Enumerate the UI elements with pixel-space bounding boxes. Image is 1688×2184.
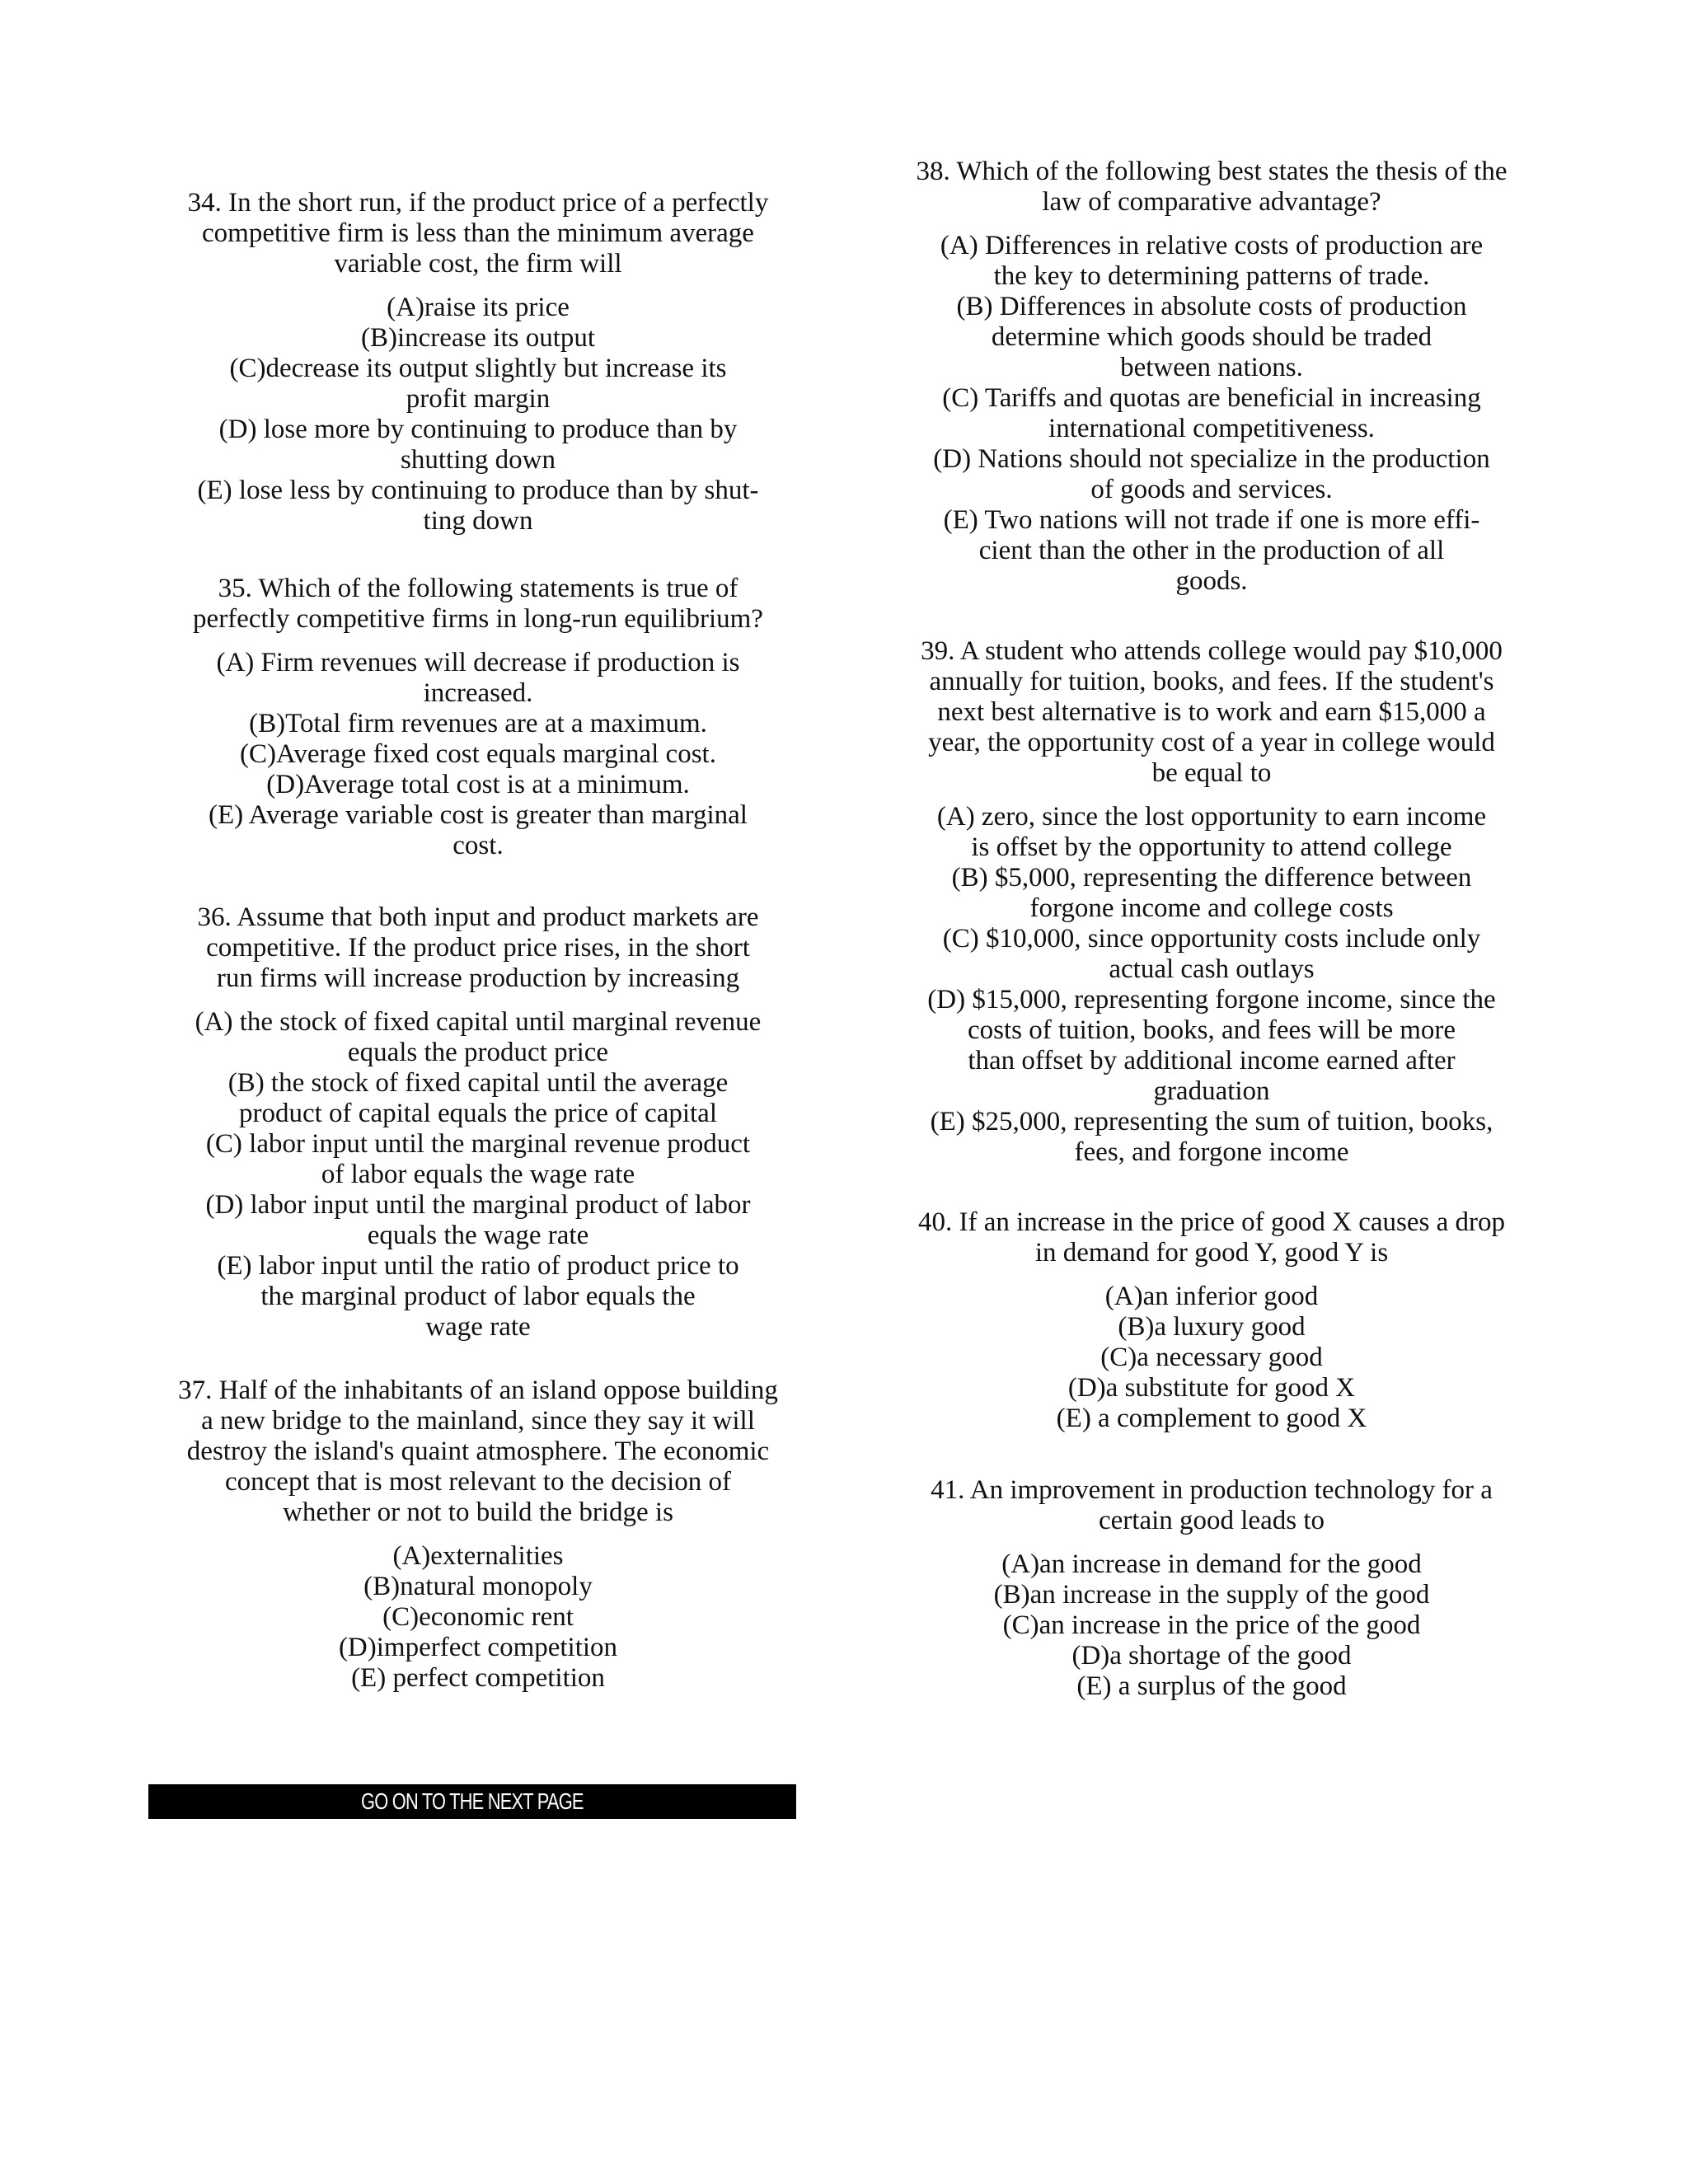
stem-line: 37. Half of the inhabitants of an island oppose building [178, 1376, 778, 1405]
stem-line: in demand for good Y, good Y is [1034, 1238, 1389, 1268]
choice-line: increased. [423, 678, 533, 708]
question-41-choices [882, 1549, 1541, 1702]
choice-line: (E) Average variable cost is greater than marginal [209, 800, 748, 830]
choice-line: (B) Differences in absolute costs of production [956, 292, 1467, 321]
choice-line: equals the product price [347, 1038, 609, 1067]
question-38 [882, 157, 1541, 597]
choice-line: (B)Total firm revenues are at a maximum. [249, 709, 707, 738]
choice-line: graduation [1153, 1076, 1270, 1106]
question-40-choices [882, 1282, 1541, 1434]
choice-line: (B)increase its output [360, 323, 596, 353]
question-34-stem [148, 188, 808, 279]
choice-line: ting down [423, 506, 533, 536]
stem-line: 39. A student who attends college would pay $10,000 [921, 636, 1503, 666]
choice-line: (E) lose less by continuing to produce than by shut- [197, 476, 759, 505]
choice-line: cost. [452, 831, 504, 860]
choice-line: (A) Firm revenues will decrease if production is [216, 648, 740, 677]
question-37-stem [148, 1376, 808, 1528]
choice-line: is offset by the opportunity to attend college [971, 832, 1452, 862]
choice-line: (C)a necessary good [1100, 1343, 1323, 1372]
choice-line: shutting down [401, 445, 556, 475]
choice-line: (A)externalities [392, 1541, 564, 1571]
choice-line: cient than the other in the production of all [978, 536, 1445, 565]
choice-line: (E) labor input until the ratio of product price to [217, 1251, 739, 1281]
choice-line: (B) $5,000, representing the difference between [951, 863, 1472, 893]
choice-line: (D)Average total cost is at a minimum. [266, 770, 690, 799]
choice-line: product of capital equals the price of capital [239, 1099, 717, 1128]
choice-line: (D) Nations should not specialize in the production [933, 444, 1490, 474]
question-37-choices [148, 1541, 808, 1694]
stem-line: 36. Assume that both input and product markets are [197, 902, 759, 932]
choice-line: (E) a complement to good X [1056, 1404, 1367, 1433]
choice-line: (A)an inferior good [1104, 1282, 1319, 1311]
stem-line: certain good leads to [1099, 1506, 1325, 1535]
stem-line: run firms will increase production by increasing [216, 963, 740, 993]
stem-line: destroy the island's quaint atmosphere. The economic [186, 1436, 770, 1466]
choice-line: of labor equals the wage rate [321, 1160, 635, 1189]
question-35 [148, 574, 808, 861]
question-36-choices [148, 1007, 808, 1343]
question-36 [148, 902, 808, 1343]
question-39 [882, 636, 1541, 1168]
choice-line: (A) zero, since the lost opportunity to earn income [936, 802, 1487, 832]
stem-line: 38. Which of the following best states the thesis of the [916, 157, 1507, 186]
choice-line: between nations. [1120, 353, 1303, 382]
question-35-stem [148, 574, 808, 635]
choice-line: the marginal product of labor equals the [260, 1282, 696, 1311]
choice-line: (D)a substitute for good X [1067, 1373, 1356, 1403]
choice-line: costs of tuition, books, and fees will be more [967, 1015, 1456, 1045]
choice-line: (A) the stock of fixed capital until marginal revenue [195, 1007, 762, 1037]
choice-line: actual cash outlays [1109, 954, 1315, 984]
stem-line: perfectly competitive firms in long-run equilibrium? [193, 604, 763, 634]
question-41 [882, 1475, 1541, 1702]
choice-line: (A)an increase in demand for the good [1001, 1549, 1422, 1579]
question-39-stem [882, 636, 1541, 789]
choice-line: (C) labor input until the marginal revenue product [205, 1129, 751, 1159]
stem-line: a new bridge to the mainland, since they say it will [201, 1406, 755, 1436]
choice-line: (B)an increase in the supply of the good [993, 1580, 1430, 1610]
stem-line: annually for tuition, books, and fees. If the student's [929, 667, 1494, 696]
stem-line: concept that is most relevant to the decision of [225, 1467, 731, 1497]
stem-line: whether or not to build the bridge is [283, 1497, 673, 1527]
question-36-stem [148, 902, 808, 994]
question-38-choices [882, 231, 1541, 597]
choice-line: (E) $25,000, representing the sum of tuition, books, [930, 1107, 1493, 1137]
stem-line: be equal to [1151, 758, 1272, 788]
choice-line: the key to determining patterns of trade. [993, 261, 1430, 291]
stem-line: next best alternative is to work and earn $15,000 a [937, 697, 1486, 727]
stem-line: law of comparative advantage? [1042, 187, 1381, 217]
choice-line: (C) Tariffs and quotas are beneficial in increasing [942, 383, 1481, 413]
choice-line: (B)natural monopoly [363, 1572, 593, 1601]
stem-line: year, the opportunity cost of a year in college would [928, 728, 1495, 757]
stem-line: 41. An improvement in production technology for a [931, 1475, 1493, 1505]
choice-line: international competitiveness. [1048, 414, 1375, 443]
choice-line: than offset by additional income earned after [968, 1046, 1456, 1076]
footer-bar [148, 1784, 796, 1819]
stem-line: 40. If an increase in the price of good X causes a drop [918, 1207, 1505, 1237]
stem-line: 35. Which of the following statements is true of [218, 574, 738, 603]
question-40 [882, 1207, 1541, 1434]
choice-line: wage rate [425, 1312, 531, 1342]
choice-line: (D) lose more by continuing to produce than by [218, 415, 738, 444]
stem-line: competitive firm is less than the minimum average [202, 218, 754, 248]
question-35-choices [148, 648, 808, 861]
choice-line: (C)decrease its output slightly but increase its [229, 354, 727, 383]
question-34-choices [148, 293, 808, 537]
choice-line: (C) $10,000, since opportunity costs include only [942, 924, 1481, 954]
stem-line: 34. In the short run, if the product price of a perfectly [187, 188, 769, 218]
choice-line: (D) $15,000, representing forgone income, since the [927, 985, 1496, 1015]
choice-line: (C)an increase in the price of the good [1002, 1610, 1421, 1640]
choice-line: (B) the stock of fixed capital until the average [227, 1068, 729, 1098]
choice-line: (D)imperfect competition [338, 1633, 618, 1662]
footer-text: GO ON TO THE NEXT PAGE [361, 1788, 584, 1814]
choice-line: forgone income and college costs [1029, 893, 1394, 923]
choice-line: (D) labor input until the marginal product of labor [205, 1190, 751, 1220]
question-39-choices [882, 802, 1541, 1168]
choice-line: of goods and services. [1090, 475, 1333, 504]
choice-line: (C)Average fixed cost equals marginal cost. [240, 739, 716, 769]
question-41-stem [882, 1475, 1541, 1536]
choice-line: goods. [1175, 566, 1248, 596]
choice-line: (E) perfect competition [351, 1663, 605, 1693]
question-34 [148, 188, 808, 537]
choice-line: profit margin [406, 384, 551, 414]
stem-line: variable cost, the firm will [334, 249, 622, 279]
stem-line: competitive. If the product price rises, in the short [206, 933, 750, 963]
choice-line: fees, and forgone income [1074, 1137, 1349, 1167]
question-40-stem [882, 1207, 1541, 1268]
question-37 [148, 1376, 808, 1694]
choice-line: (E) a surplus of the good [1076, 1671, 1347, 1701]
choice-line: (E) Two nations will not trade if one is more effi- [943, 505, 1480, 535]
choice-line: (D)a shortage of the good [1071, 1641, 1352, 1671]
choice-line: equals the wage rate [367, 1221, 589, 1250]
choice-line: (B)a luxury good [1118, 1312, 1306, 1342]
choice-line: (A)raise its price [387, 293, 570, 322]
choice-line: (C)economic rent [382, 1602, 574, 1632]
choice-line: (A) Differences in relative costs of production are [940, 231, 1484, 260]
question-38-stem [882, 157, 1541, 218]
choice-line: determine which goods should be traded [991, 322, 1432, 352]
